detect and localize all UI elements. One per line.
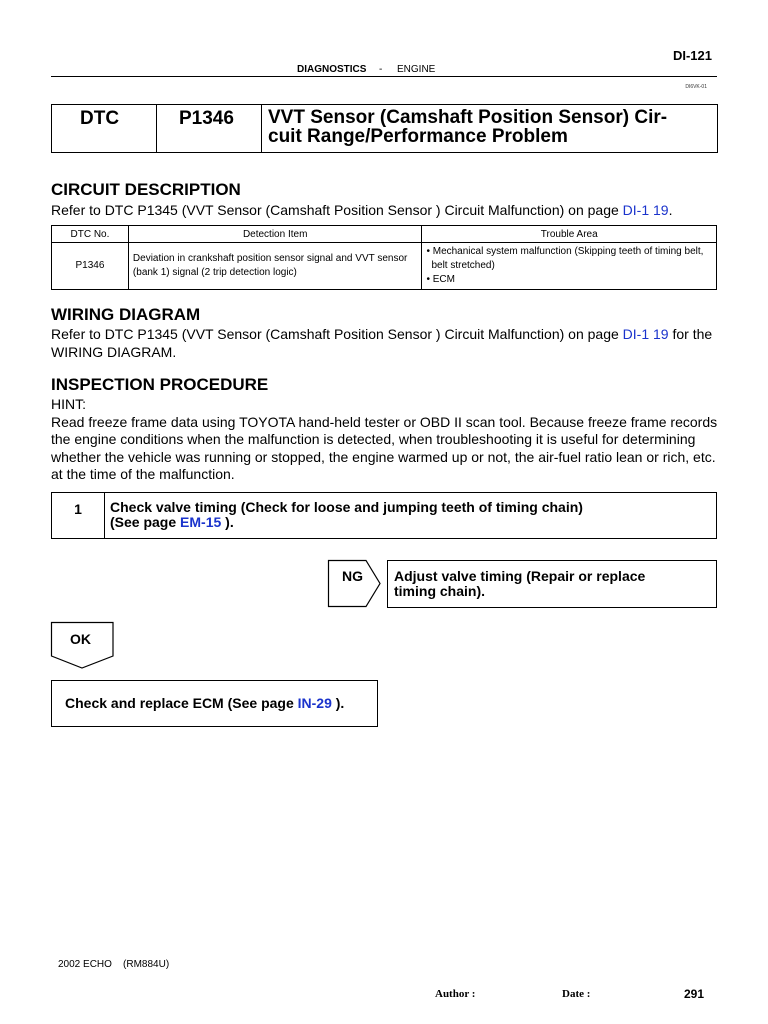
ng-result-line1: Adjust valve timing (Repair or replace bbox=[394, 568, 646, 584]
dtc-code: P1346 bbox=[179, 108, 234, 129]
page-id: DI-121 bbox=[672, 48, 712, 63]
hint-label: HINT: bbox=[51, 396, 86, 412]
doc-reference: DI6VK-01 bbox=[685, 84, 707, 90]
dtc-table bbox=[51, 225, 717, 290]
dtc-title-line1: VVT Sensor (Camshaft Position Sensor) Cir- bbox=[268, 107, 668, 128]
cell-detection-item bbox=[128, 243, 422, 290]
inspection-procedure-heading: INSPECTION PROCEDURE bbox=[51, 375, 269, 394]
trouble-line1: • Mechanical system malfunction (Skipping teeth of timing belt, bbox=[426, 246, 704, 257]
inspection-line1: Read freeze frame data using TOYOTA hand-held tester or OBD II scan tool. Because freeze frame records bbox=[51, 413, 718, 430]
ng-label: NG bbox=[342, 568, 363, 584]
final-action-link[interactable]: IN-29 bbox=[297, 695, 332, 711]
inspection-line3: whether the vehicle was running or stopped, the engine warmed up or not, the air-fuel ratio lean or rich, etc. bbox=[51, 448, 716, 465]
trouble-line2: belt stretched) bbox=[431, 260, 495, 271]
ng-result-line2: timing chain). bbox=[394, 583, 485, 599]
cell-dtc-no: P1346 bbox=[52, 243, 129, 290]
table-row bbox=[52, 243, 717, 290]
trouble-line3: • ECM bbox=[426, 274, 455, 285]
wiring-text-mid: for the bbox=[668, 326, 713, 342]
table-header-detection-item: Detection Item bbox=[128, 226, 422, 243]
final-action-text bbox=[65, 695, 344, 711]
circuit-description-text bbox=[51, 202, 672, 220]
ng-arrow-shape bbox=[327, 559, 389, 609]
ok-label: OK bbox=[70, 631, 91, 647]
step-1-line1: Check valve timing (Check for loose and jumping teeth of timing chain) bbox=[110, 499, 583, 515]
inspection-text bbox=[51, 396, 721, 484]
ng-result-text bbox=[394, 569, 645, 599]
dtc-title bbox=[268, 108, 667, 146]
header-section: DIAGNOSTICS bbox=[297, 64, 367, 75]
inspection-line4: at the time of the malfunction. bbox=[51, 466, 235, 482]
detection-line2: (bank 1) signal (2 trip detection logic) bbox=[132, 267, 297, 278]
step-1-end: ). bbox=[221, 514, 234, 530]
circuit-description-heading: CIRCUIT DESCRIPTION bbox=[51, 180, 241, 199]
header-separator: - bbox=[379, 64, 383, 75]
wiring-diagram-heading: WIRING DIAGRAM bbox=[51, 305, 201, 324]
dtc-title-box bbox=[51, 104, 718, 153]
table-header-dtc-no: DTC No. bbox=[52, 226, 129, 243]
cell-trouble-area bbox=[422, 243, 717, 290]
step-1-line2 bbox=[110, 515, 583, 530]
detection-line1: Deviation in crankshaft position sensor signal and VVT sensor bbox=[132, 253, 408, 264]
step-1-text bbox=[110, 500, 583, 530]
wiring-diagram-text bbox=[51, 326, 721, 361]
circuit-description-end: . bbox=[668, 202, 673, 218]
step-1-see-page: (See page bbox=[110, 514, 181, 530]
footer-author: Author : bbox=[435, 988, 476, 1000]
final-action-pre: Check and replace ECM (See page bbox=[65, 695, 298, 711]
step-1-box bbox=[51, 492, 717, 539]
step-1-link[interactable]: EM-15 bbox=[180, 514, 222, 530]
wiring-line2: WIRING DIAGRAM. bbox=[51, 343, 177, 360]
wiring-line1 bbox=[51, 326, 721, 344]
wiring-diagram-link[interactable]: DI-1 19 bbox=[622, 326, 669, 342]
wiring-text-body: Refer to DTC P1345 (VVT Sensor (Camshaft Position Sensor ) Circuit Malfunction) on page bbox=[51, 326, 623, 342]
step-number: 1 bbox=[74, 501, 82, 517]
circuit-description-body: Refer to DTC P1345 (VVT Sensor (Camshaft Position Sensor ) Circuit Malfunction) on page bbox=[51, 202, 623, 218]
ng-result-box bbox=[387, 560, 717, 608]
footer-date: Date : bbox=[562, 988, 591, 1000]
footer-page-number: 291 bbox=[683, 987, 704, 1001]
table-header-row bbox=[52, 226, 717, 243]
final-action-box bbox=[51, 680, 378, 727]
footer-model: 2002 ECHO (RM884U) bbox=[58, 959, 170, 970]
final-action-post: ). bbox=[331, 695, 345, 711]
inspection-line2: the engine conditions when the malfunction is detected, when troubleshooting it is useful for determining bbox=[51, 431, 696, 447]
circuit-description-link[interactable]: DI-1 19 bbox=[622, 202, 669, 218]
table-header-trouble-area: Trouble Area bbox=[422, 226, 717, 243]
header-subsection: ENGINE bbox=[397, 64, 436, 75]
dtc-title-line2: cuit Range/Performance Problem bbox=[268, 126, 568, 147]
dtc-label: DTC bbox=[80, 108, 120, 129]
header-rule bbox=[51, 76, 717, 77]
